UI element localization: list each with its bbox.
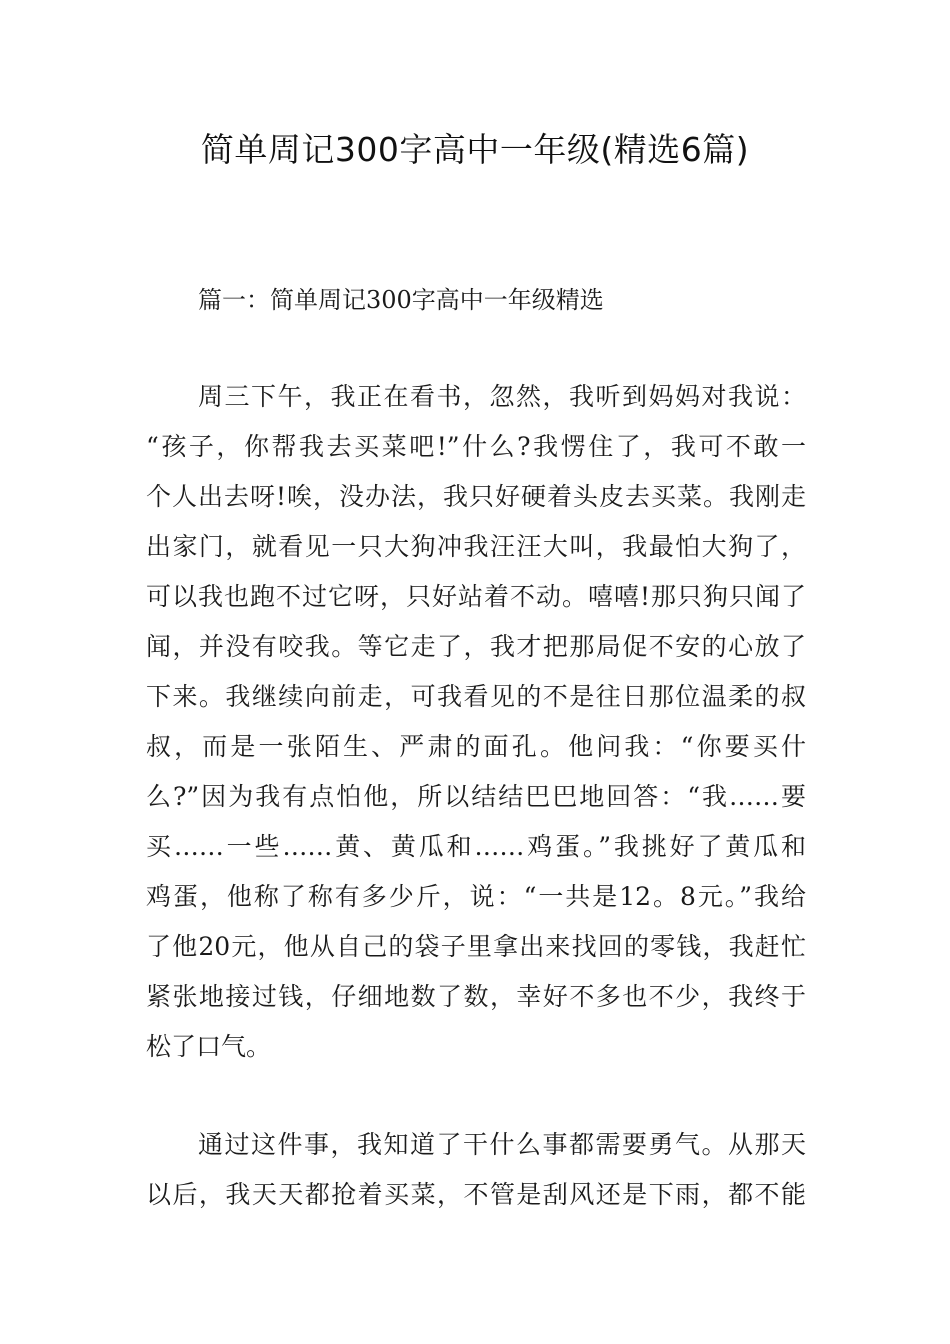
paragraph-line: 个人出去呀!唉，没办法，我只好硬着头皮去买菜。我刚走 [146, 482, 806, 511]
document-title: 简单周记300字高中一年级(精选6篇) [200, 130, 750, 169]
paragraph-line: 鸡蛋，他称了称有多少斤，说：“一共是12。8元。”我给 [146, 882, 806, 911]
paragraph-line: 紧张地接过钱，仔细地数了数，幸好不多也不少，我终于 [146, 982, 806, 1011]
paragraph-line: “孩子，你帮我去买菜吧!”什么?我愣住了，我可不敢一 [146, 432, 806, 461]
paragraph-line: 松了口气。 [146, 1032, 272, 1061]
paragraph-line: 下来。我继续向前走，可我看见的不是往日那位温柔的叔 [146, 682, 806, 711]
paragraph-line: 周三下午，我正在看书，忽然，我听到妈妈对我说： [198, 382, 806, 411]
paragraph-line: 买……一些……黄、黄瓜和……鸡蛋。”我挑好了黄瓜和 [146, 832, 806, 861]
paragraph-line: 以后，我天天都抢着买菜，不管是刮风还是下雨，都不能 [146, 1180, 806, 1209]
paragraph-1 [146, 372, 806, 1072]
paragraph-line: 叔，而是一张陌生、严肃的面孔。他问我：“你要买什 [146, 732, 806, 761]
paragraph-line: 可以我也跑不过它呀，只好站着不动。嘻嘻!那只狗只闻了 [146, 582, 806, 611]
section-heading: 篇一：简单周记300字高中一年级精选 [198, 286, 604, 314]
paragraph-2 [146, 1120, 806, 1220]
paragraph-line: 么?”因为我有点怕他，所以结结巴巴地回答：“我……要 [146, 782, 806, 811]
paragraph-line: 闻，并没有咬我。等它走了，我才把那局促不安的心放了 [146, 632, 806, 661]
paragraph-line: 通过这件事，我知道了干什么事都需要勇气。从那天 [198, 1130, 806, 1159]
paragraph-line: 了他20元，他从自己的袋子里拿出来找回的零钱，我赶忙 [146, 932, 806, 961]
paragraph-line: 出家门，就看见一只大狗冲我汪汪大叫，我最怕大狗了， [146, 532, 806, 561]
